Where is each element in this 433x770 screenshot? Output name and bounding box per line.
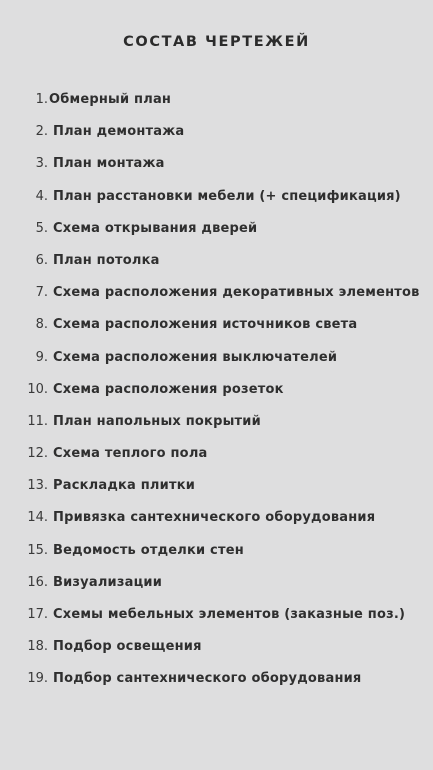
item-label: Схема теплого пола — [53, 446, 208, 462]
item-number: 4. — [35, 188, 48, 204]
item-label: Схемы мебельных элементов (заказные поз.) — [53, 607, 406, 622]
item-number: 17. — [27, 607, 48, 622]
list-item — [0, 315, 433, 347]
item-label: Подбор сантехнического оборудования — [53, 671, 362, 687]
list-item — [0, 508, 433, 540]
item-label: Обмерный план — [49, 92, 172, 107]
list-item — [0, 444, 433, 476]
item-label: Визуализации — [53, 574, 163, 590]
list-item — [0, 412, 433, 444]
list-item — [0, 219, 433, 251]
list-item — [0, 187, 433, 219]
list-item — [0, 251, 433, 283]
list-item — [0, 605, 433, 637]
item-label: План потолка — [53, 252, 160, 268]
item-label: План расстановки мебели (+ спецификация) — [53, 188, 401, 204]
list-item — [0, 573, 433, 605]
item-label: План напольных покрытий — [53, 413, 261, 429]
item-number: 12. — [27, 446, 48, 462]
list-item — [0, 541, 433, 573]
list-item — [0, 476, 433, 508]
item-number: 11. — [27, 413, 48, 429]
item-label: Схема расположения декоративных элементов — [53, 285, 420, 301]
item-number: 9. — [35, 349, 48, 365]
item-number: 8. — [35, 317, 48, 333]
item-number: 16. — [27, 574, 48, 590]
item-number: 19. — [27, 671, 48, 687]
item-label: Схема расположения розеток — [53, 381, 284, 397]
item-number: 3. — [35, 156, 48, 172]
item-number: 6. — [35, 252, 48, 268]
list-item — [0, 669, 433, 701]
item-number: 14. — [27, 510, 48, 526]
item-number: 7. — [35, 285, 48, 301]
page-title: СОСТАВ ЧЕРТЕЖЕЙ — [123, 34, 310, 50]
item-number: 1. — [35, 92, 48, 107]
item-number: 15. — [27, 542, 48, 558]
item-label: Ведомость отделки стен — [53, 542, 244, 558]
item-label: Схема открывания дверей — [53, 220, 258, 236]
item-label: Подбор освещения — [53, 639, 202, 655]
list-item — [0, 90, 433, 122]
list-item — [0, 380, 433, 412]
item-number: 18. — [27, 639, 48, 655]
list-item — [0, 283, 433, 315]
item-label: План демонтажа — [53, 124, 185, 140]
drawing-list — [0, 90, 433, 702]
item-label: Раскладка плитки — [53, 478, 196, 494]
list-item — [0, 637, 433, 669]
list-item — [0, 348, 433, 380]
item-label: План монтажа — [53, 156, 165, 172]
item-number: 13. — [27, 478, 48, 494]
list-item — [0, 122, 433, 154]
list-item — [0, 154, 433, 186]
item-label: Привязка сантехнического оборудования — [53, 510, 376, 526]
item-label: Схема расположения выключателей — [53, 349, 338, 365]
item-number: 5. — [35, 220, 48, 236]
item-label: Схема расположения источников света — [53, 317, 358, 333]
item-number: 2. — [35, 124, 48, 140]
item-number: 10. — [27, 381, 48, 397]
